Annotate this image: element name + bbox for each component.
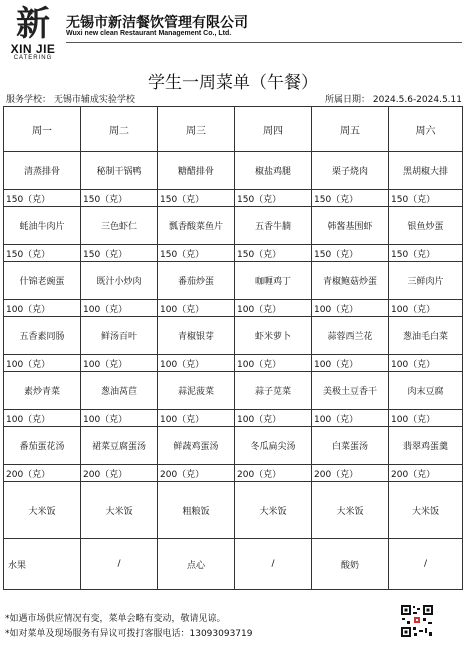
- weight-row: [4, 355, 463, 372]
- dish-weight: 150（克）: [235, 245, 312, 262]
- dish-name: 蒜蓉西兰花: [312, 317, 389, 355]
- logo-subtitle: CATERING: [13, 55, 53, 61]
- dish-name: 鲜蔬鸡蛋汤: [158, 427, 235, 465]
- dish-weight: 200（克）: [81, 465, 158, 482]
- dish-weight: 100（克）: [158, 355, 235, 372]
- dish-name: 三色虾仁: [81, 207, 158, 245]
- dish-weight: 150（克）: [158, 190, 235, 207]
- dish-weight: 100（克）: [389, 355, 463, 372]
- dish-weight: 100（克）: [81, 355, 158, 372]
- dish-weight: 100（克）: [235, 300, 312, 317]
- extra-item: 酸奶: [312, 539, 389, 590]
- extra-item: /: [389, 539, 463, 590]
- dish-name: 葱油毛白菜: [389, 317, 463, 355]
- service-school: 服务学校： 无锡市辅成实验学校: [6, 95, 135, 105]
- dish-weight: 200（克）: [389, 465, 463, 482]
- logo-glyph: 新: [16, 4, 50, 44]
- dish-weight: 200（克）: [312, 465, 389, 482]
- dish-name: 冬瓜扁尖汤: [235, 427, 312, 465]
- dish-row: [4, 262, 463, 300]
- dish-name: 素炒青菜: [4, 372, 81, 410]
- footer-note-supply: *如遇市场供应情况有变，菜单会略有变动，敬请见谅。: [5, 614, 226, 624]
- day-header-row: [4, 107, 463, 152]
- dish-name: 黑胡椒大排: [389, 152, 463, 190]
- weight-row: [4, 190, 463, 207]
- dish-name: 翡翠鸡蛋羹: [389, 427, 463, 465]
- dish-weight: 100（克）: [312, 410, 389, 427]
- dish-weight: 100（克）: [158, 300, 235, 317]
- dish-name: 银鱼炒蛋: [389, 207, 463, 245]
- extras-row: [4, 539, 463, 590]
- extra-item: /: [81, 539, 158, 590]
- dish-name: 什锦老豌蛋: [4, 262, 81, 300]
- extra-item: 点心: [158, 539, 235, 590]
- dish-weight: 150（克）: [389, 245, 463, 262]
- dish-name: 既汁小炒肉: [81, 262, 158, 300]
- dish-name: 韩酱基围虾: [312, 207, 389, 245]
- page-title: 学生一周菜单（午餐）: [148, 73, 318, 93]
- extra-item: 水果: [4, 539, 81, 590]
- company-logo: [6, 4, 60, 66]
- dish-name: 椒盐鸡腿: [235, 152, 312, 190]
- qr-code-icon[interactable]: [400, 604, 434, 638]
- menu-body: [4, 107, 463, 590]
- meta-row: [6, 92, 462, 106]
- dish-weight: 150（克）: [4, 190, 81, 207]
- staple-food: 大米饭: [235, 482, 312, 539]
- dish-row: [4, 372, 463, 410]
- staple-food: 大米饭: [81, 482, 158, 539]
- header-divider: [66, 42, 462, 43]
- weight-row: [4, 465, 463, 482]
- dish-weight: 100（克）: [81, 300, 158, 317]
- dish-weight: 150（克）: [312, 245, 389, 262]
- staple-food: 粗粮饭: [158, 482, 235, 539]
- staple-food: 大米饭: [312, 482, 389, 539]
- dish-name: 蒜子苋菜: [235, 372, 312, 410]
- dish-name: 糖醋排骨: [158, 152, 235, 190]
- dish-name: 三鲜肉片: [389, 262, 463, 300]
- logo-english-name: XIN JIE: [10, 42, 56, 56]
- weight-row: [4, 410, 463, 427]
- dish-name: 咖喱鸡丁: [235, 262, 312, 300]
- dish-name: 青椒银芽: [158, 317, 235, 355]
- dish-weight: 200（克）: [235, 465, 312, 482]
- company-name-chinese: 无锡市新洁餐饮管理有限公司: [66, 15, 248, 31]
- dish-name: 栗子烧肉: [312, 152, 389, 190]
- dish-name: 五香牛腩: [235, 207, 312, 245]
- staple-food: 大米饭: [389, 482, 463, 539]
- day-header: 周四: [235, 107, 312, 152]
- dish-weight: 150（克）: [312, 190, 389, 207]
- dish-weight: 150（克）: [81, 245, 158, 262]
- staple-food: 大米饭: [4, 482, 81, 539]
- page-header: [6, 4, 460, 64]
- dish-weight: 100（克）: [4, 300, 81, 317]
- dish-weight: 150（克）: [235, 190, 312, 207]
- dish-row: [4, 207, 463, 245]
- dish-name: 虾米萝卜: [235, 317, 312, 355]
- menu-date-range: 所属日期： 2024.5.6-2024.5.11: [325, 95, 462, 105]
- dish-weight: 150（克）: [158, 245, 235, 262]
- footer-notes: [5, 612, 253, 642]
- dish-weight: 100（克）: [158, 410, 235, 427]
- dish-weight: 150（克）: [81, 190, 158, 207]
- dish-row: [4, 427, 463, 465]
- weight-row: [4, 245, 463, 262]
- dish-weight: 200（克）: [158, 465, 235, 482]
- dish-weight: 100（克）: [4, 355, 81, 372]
- company-name-english: Wuxi new clean Restaurant Management Co., Ltd.: [66, 30, 232, 37]
- extra-item: /: [235, 539, 312, 590]
- dish-name: 番茄炒蛋: [158, 262, 235, 300]
- staple-row: [4, 482, 463, 539]
- footer-note-hotline: *如对菜单及现场服务有异议可拨打客服电话：13093093719: [5, 629, 253, 639]
- dish-name: 鲜汤百叶: [81, 317, 158, 355]
- dish-name: 秘制干锅鸭: [81, 152, 158, 190]
- dish-name: 蚝油牛肉片: [4, 207, 81, 245]
- dish-name: 肉末豆腐: [389, 372, 463, 410]
- dish-weight: 150（克）: [4, 245, 81, 262]
- day-header: 周一: [4, 107, 81, 152]
- dish-weight: 100（克）: [312, 300, 389, 317]
- weight-row: [4, 300, 463, 317]
- day-header: 周五: [312, 107, 389, 152]
- dish-row: [4, 317, 463, 355]
- dish-name: 美极土豆香干: [312, 372, 389, 410]
- dish-name: 瓢香酸菜鱼片: [158, 207, 235, 245]
- day-header: 周三: [158, 107, 235, 152]
- dish-weight: 100（克）: [4, 410, 81, 427]
- dish-name: 番茄蛋花汤: [4, 427, 81, 465]
- dish-weight: 100（克）: [389, 410, 463, 427]
- dish-weight: 150（克）: [389, 190, 463, 207]
- dish-weight: 200（克）: [4, 465, 81, 482]
- day-header: 周二: [81, 107, 158, 152]
- dish-weight: 100（克）: [235, 355, 312, 372]
- dish-name: 白菜蛋汤: [312, 427, 389, 465]
- dish-weight: 100（克）: [81, 410, 158, 427]
- dish-weight: 100（克）: [235, 410, 312, 427]
- dish-name: 葱油莴苣: [81, 372, 158, 410]
- dish-weight: 100（克）: [312, 355, 389, 372]
- weekly-menu-table: [3, 106, 463, 590]
- dish-row: [4, 152, 463, 190]
- dish-name: 青椒鲍菇炒蛋: [312, 262, 389, 300]
- dish-weight: 100（克）: [389, 300, 463, 317]
- day-header: 周六: [389, 107, 463, 152]
- dish-name: 清蒸排骨: [4, 152, 81, 190]
- dish-name: 裙菜豆腐蛋汤: [81, 427, 158, 465]
- dish-name: 蒜泥菠菜: [158, 372, 235, 410]
- dish-name: 五香素同肠: [4, 317, 81, 355]
